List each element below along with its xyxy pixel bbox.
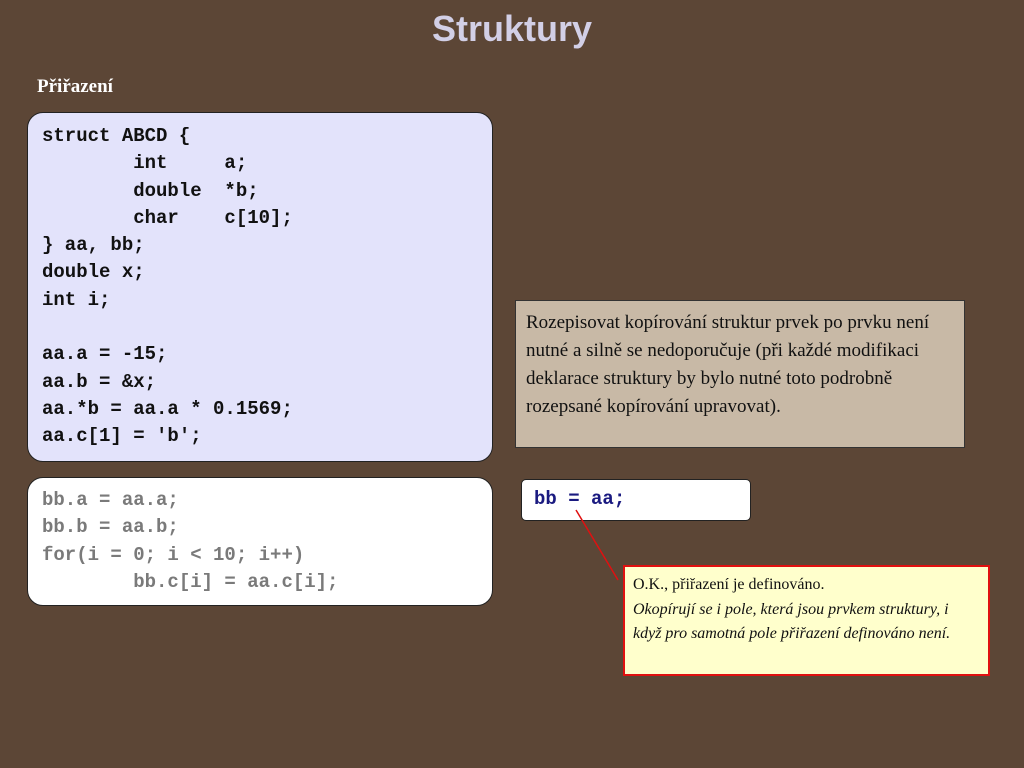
code-line: struct ABCD {: [42, 125, 191, 147]
code-line: aa.*b = aa.a * 0.1569;: [42, 397, 293, 420]
code-line: char c[10];: [42, 206, 293, 229]
callout-line-italic: Okopírují se i pole, která jsou prvkem struktury, i když pro samotná pole přiřazení definováno není.: [633, 600, 951, 642]
code-line: bb.c[i] = aa.c[i];: [42, 570, 339, 593]
manual-copy-note: Rozepisovat kopírování struktur prvek po prvku není nutné a silně se nedoporučuje (při každé modifikaci deklarace struktury by bylo nutné toto podrobně rozepsané kopírování upravovat).: [515, 300, 965, 448]
code-line: for(i = 0; i < 10; i++): [42, 543, 305, 566]
slide-title: Struktury: [431, 8, 593, 49]
code-line: } aa, bb;: [42, 234, 145, 257]
code-line: aa.c[1] = 'b';: [42, 425, 202, 448]
callout-line-regular: O.K., přiřazení je definováno.: [633, 576, 825, 593]
code-line: int i;: [42, 288, 111, 311]
code-line: double *b;: [42, 179, 259, 202]
code-line: aa.a = -15;: [42, 343, 168, 366]
code-line: bb.a = aa.a;: [42, 489, 179, 511]
slide-subtitle: Přiřazení: [37, 76, 113, 97]
assignment-code-box: bb = aa;: [521, 479, 751, 521]
assignment-callout: [623, 565, 990, 676]
code-line: int a;: [42, 152, 248, 175]
code-line: aa.b = &x;: [42, 370, 157, 393]
code-line: double x;: [42, 261, 145, 284]
code-line: bb.b = aa.b;: [42, 516, 179, 539]
